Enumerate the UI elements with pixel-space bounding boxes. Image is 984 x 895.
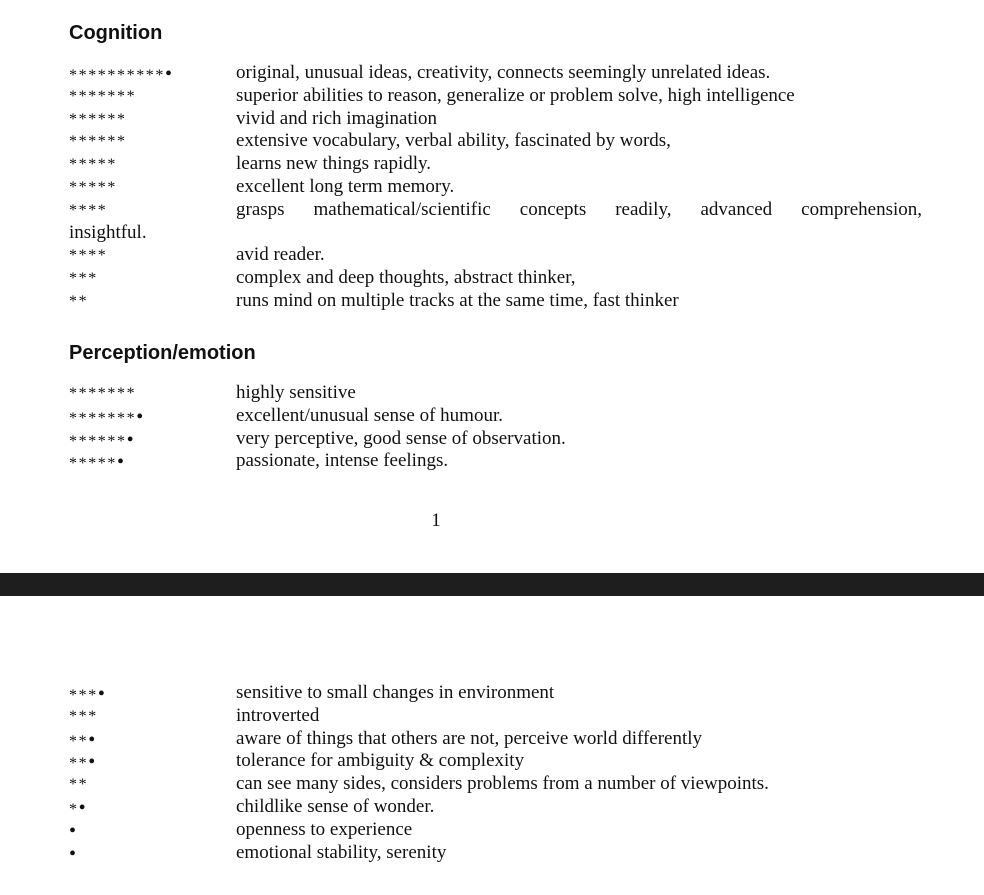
list-item [69, 682, 944, 705]
list-item [69, 428, 944, 451]
page-number: 1 [431, 510, 441, 531]
rating-stars [69, 201, 107, 221]
list-item [69, 773, 944, 796]
list-item [69, 842, 944, 865]
list-item [69, 450, 944, 473]
item-description: tolerance for ambiguity & complexity [236, 750, 525, 772]
rating-stars-text: ****** [69, 133, 127, 151]
cognition-list [69, 62, 944, 313]
rating-stars [69, 684, 105, 706]
rating-stars [69, 452, 124, 474]
list-item [69, 267, 944, 290]
rating-stars [69, 110, 127, 130]
list-item [69, 290, 944, 313]
list-item [69, 819, 944, 842]
rating-stars [69, 178, 117, 198]
bullet-icon: • [88, 728, 96, 751]
item-description-continuation: insightful. [69, 221, 147, 243]
item-description: avid reader. [236, 244, 325, 266]
bullet-icon: • [165, 63, 173, 85]
rating-stars-text: ***** [69, 156, 117, 174]
list-item [69, 130, 944, 153]
list-item [69, 405, 944, 428]
item-description: runs mind on multiple tracks at the same time, fast thinker [236, 289, 679, 311]
bullet-icon: • [136, 405, 144, 428]
rating-stars [69, 155, 117, 175]
rating-stars [69, 844, 76, 866]
rating-stars [69, 246, 107, 266]
bullet-icon: • [126, 428, 134, 451]
item-description: passionate, intense feelings. [236, 450, 449, 472]
bullet-icon: • [117, 451, 125, 474]
item-description: aware of things that others are not, perceive world differently [236, 727, 703, 749]
rating-stars-text: **** [69, 201, 108, 219]
rating-stars-text: ***** [69, 455, 117, 473]
perception-list [69, 382, 944, 473]
list-item [69, 728, 944, 751]
rating-stars-text: ** [69, 776, 89, 794]
rating-stars [69, 752, 95, 774]
item-description: complex and deep thoughts, abstract thinker, [236, 267, 576, 289]
item-description: very perceptive, good sense of observation. [236, 427, 566, 449]
rating-stars-text: ********** [69, 67, 165, 84]
rating-stars-text: ** [69, 732, 89, 750]
item-description: emotional stability, serenity [236, 841, 447, 863]
rating-stars-text: ****** [69, 432, 127, 450]
list-item [69, 108, 944, 131]
rating-stars-text: ******* [69, 87, 137, 105]
rating-stars [69, 775, 88, 795]
bullet-icon: • [97, 683, 105, 705]
continued-list [69, 682, 944, 864]
rating-stars [69, 798, 86, 820]
item-description: openness to experience [236, 818, 413, 840]
rating-stars-text: *** [69, 707, 98, 725]
rating-stars [69, 269, 98, 289]
list-item [69, 244, 944, 267]
rating-stars [69, 292, 88, 312]
bullet-icon: • [69, 842, 77, 865]
rating-stars-text: ******* [69, 409, 137, 427]
perception-heading: Perception/emotion [69, 342, 256, 364]
item-description: learns new things rapidly. [236, 153, 432, 175]
item-description: highly sensitive [236, 382, 356, 403]
cognition-heading: Cognition [69, 22, 163, 44]
item-description: extensive vocabulary, verbal ability, fascinated by words, [236, 130, 671, 152]
rating-stars [69, 384, 136, 404]
rating-stars [69, 730, 95, 752]
list-item [69, 382, 944, 405]
list-item [69, 176, 944, 199]
list-item [69, 750, 944, 773]
item-description: excellent/unusual sense of humour. [236, 404, 503, 426]
rating-stars-text: ** [69, 292, 89, 310]
item-description: grasps mathematical/scientific concepts readily, advanced comprehension, [236, 198, 922, 220]
item-description: superior abilities to reason, generalize or problem solve, high intelligence [236, 84, 795, 106]
rating-stars-text: ****** [69, 110, 127, 128]
rating-stars [69, 430, 134, 452]
item-description: sensitive to small changes in environment [236, 682, 555, 703]
rating-stars [69, 821, 76, 843]
rating-stars [69, 132, 127, 152]
list-item [69, 199, 944, 245]
item-description: original, unusual ideas, creativity, connects seemingly unrelated ideas. [236, 62, 771, 83]
item-description: introverted [236, 704, 320, 726]
document-page-2 [0, 596, 984, 895]
rating-stars-text: *** [69, 270, 98, 288]
item-description: excellent long term memory. [236, 175, 455, 197]
rating-stars [69, 407, 143, 429]
bullet-icon: • [88, 751, 96, 774]
rating-stars-text: ******* [69, 385, 137, 402]
list-item [69, 62, 944, 85]
list-item [69, 796, 944, 819]
bullet-icon: • [69, 819, 77, 842]
rating-stars-text: *** [69, 687, 98, 704]
rating-stars-text: ***** [69, 178, 117, 196]
item-description: childlike sense of wonder. [236, 795, 435, 817]
list-item [69, 705, 944, 728]
item-description: vivid and rich imagination [236, 107, 438, 129]
item-description: can see many sides, considers problems from a number of viewpoints. [236, 773, 769, 795]
rating-stars [69, 87, 136, 107]
rating-stars [69, 64, 172, 86]
list-item [69, 85, 944, 108]
page-divider [0, 573, 984, 596]
rating-stars-text: * [69, 800, 79, 818]
bullet-icon: • [78, 796, 86, 819]
rating-stars-text: **** [69, 247, 108, 265]
rating-stars [69, 707, 98, 727]
rating-stars-text: ** [69, 755, 89, 773]
list-item [69, 153, 944, 176]
